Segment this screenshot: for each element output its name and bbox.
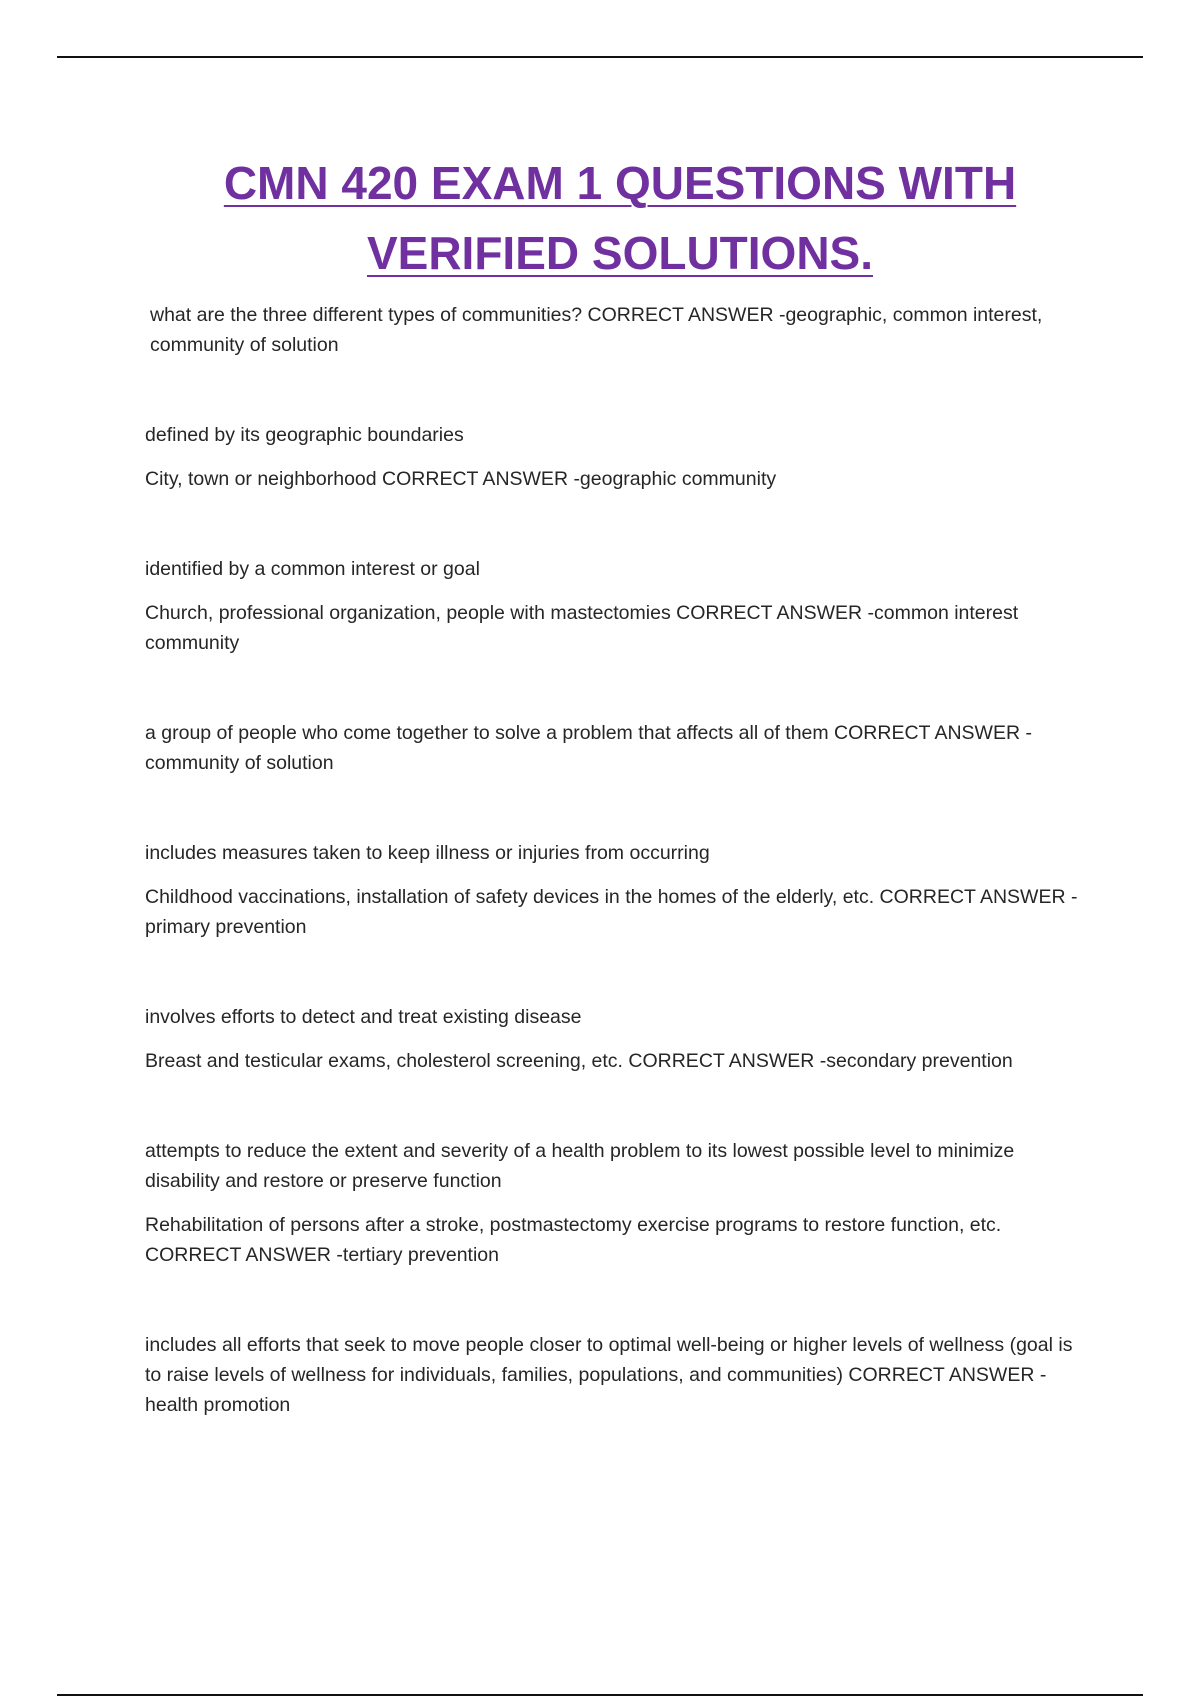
qa-item: identified by a common interest or goal xyxy=(145,558,480,580)
bottom-divider xyxy=(57,1694,1143,1696)
qa-item: what are the three different types of communities? CORRECT ANSWER -geographic, common interest, community of solution xyxy=(150,304,1043,356)
qa-item: involves efforts to detect and treat existing disease xyxy=(145,1006,582,1028)
qa-item: Childhood vaccinations, installation of safety devices in the homes of the elderly, etc. CORRECT ANSWER -primary prevention xyxy=(145,886,1078,938)
qa-item: attempts to reduce the extent and severity of a health problem to its lowest possible level to minimize disability and restore or preserve function xyxy=(145,1140,1015,1192)
qa-item: a group of people who come together to solve a problem that affects all of them CORRECT ANSWER -community of solution xyxy=(145,722,1032,774)
qa-item: includes all efforts that seek to move people closer to optimal well-being or higher levels of wellness (goal is to raise levels of wellness for individuals, families, populations, and communities) CORRECT ANSWER -health promotion xyxy=(145,1334,1073,1416)
qa-item: Rehabilitation of persons after a stroke, postmastectomy exercise programs to restore function, etc. CORRECT ANSWER -tertiary prevention xyxy=(145,1214,1002,1266)
qa-item: City, town or neighborhood CORRECT ANSWER -geographic community xyxy=(145,468,777,490)
title-line-2: VERIFIED SOLUTIONS. xyxy=(366,227,874,279)
qa-item: includes measures taken to keep illness or injuries from occurring xyxy=(145,842,710,864)
qa-item: defined by its geographic boundaries xyxy=(145,424,464,446)
top-divider xyxy=(57,56,1143,58)
qa-item: Breast and testicular exams, cholesterol screening, etc. CORRECT ANSWER -secondary prevention xyxy=(145,1050,1013,1072)
qa-item: Church, professional organization, people with mastectomies CORRECT ANSWER -common interest community xyxy=(145,602,1019,654)
title-line-1: CMN 420 EXAM 1 QUESTIONS WITH xyxy=(223,157,1017,209)
page-title xyxy=(140,148,1100,288)
qa-content xyxy=(145,300,1080,1420)
